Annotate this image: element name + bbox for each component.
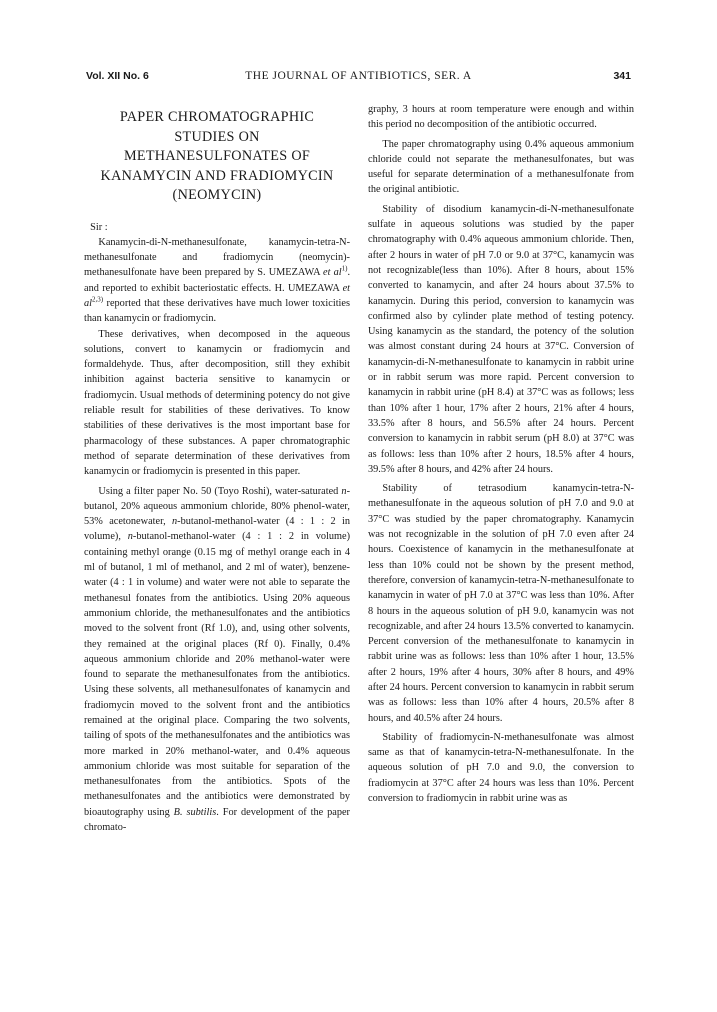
reference-mark: 1)	[341, 264, 348, 273]
title-line: (NEOMYCIN)	[172, 187, 262, 203]
paragraph: Stability of tetrasodium kanamycin-tetra-N-methanesulfonate in the aqueous solution of pH 7.0 and 9.0 at 37°C was studied by the paper chromatography. Kanamycin was not recognizable in the solution of pH 7.0 even after 24 hours. Coexistence of kanamycin in the methanesulfonate at less than 10% could not be shown by the present method, therefore, conversion of kanamycin-tetra-N-methanesulfonate to kanamycin in water of pH 7.0 at 37°C was less than 10%. After 8 hours in the aqueous solution of pH 9.0, kanamycin was not recognizable, and after 24 hours 13.5% converted to kanamycin. Percent conversion of the methanesulfonate to kanamycin in rabbit urine was as follows: less than 10% after 1 hour, 13.5% after 2 hours, 19% after 4 hours, 30% after 8 hours, and 49% after 24 hours. Percent conversion to kanamycin in rabbit serum was as follows: less than 10% after 4 hours, 20.5% after 8 hours, and 40.5% after 24 hours.	[368, 483, 634, 724]
journal-name: THE JOURNAL OF ANTIBIOTICS, SER. A	[245, 70, 472, 82]
left-column	[84, 102, 350, 835]
right-column	[368, 102, 634, 806]
running-header	[86, 70, 631, 88]
volume-number: Vol. XII No. 6	[86, 70, 149, 82]
paragraph: Kanamycin-di-N-methanesulfonate, kanamycin-tetra-N-methanesulfonate and fradiomycin (neomycin)-methanesulfonate have been prepared by S. UMEZAWA et $al^{1)}$. and reported to exhibit bacteriostatic effects. H. UMEZAWA et al$^{2,3)}$ reported that these derivatives have much lower toxicities than kanamycin or fradiomycin.	[84, 236, 351, 325]
paragraph: These derivatives, when decomposed in the aqueous solutions, convert to kanamycin or fradiomycin and formaldehyde. Thus, after decomposition, still they exhibit inhibition against bacteria sensitive to kanamycin or fradiomycin. Usual methods of determining potency do not give reliable result for stabilities of these derivatives. To know stabilities of these derivatives is the most important base for pharmacology of these substances. A paper chromatographic method of separate determination of these derivatives from kanamycin or fradiomycin is presented in this paper.	[84, 328, 350, 478]
paragraph: Using a filter paper No. 50 (Toyo Roshi), water-saturated n-butanol, 20% aqueous ammonium chloride, 80% phenol-water, 53% acetonewater, n-butanol-methanol-water (4 : 1 : 2 in volume), n-butanol-methanol-water (4 : 1 : 2 in volume) containing methyl orange (0.15 mg of methyl orange each in 4 ml of butanol, 1 ml of methanol, and 2 ml of water), benzene-water (4 : 1 in volume) and water were not able to separate the methanesul fonates from the antibiotics. Using 20% aqueous ammonium chloride, the methanesulfonates and the antibiotics moved to the solvent front (Rf 1.0), and, using other solvents, they remained at the original places (Rf 0). Finally, 0.4% aqueous ammonium chloride and 20% methanol-water were found to separate the methanesulfonates from the antibiotics. Using these solvents, all methanesulfonates of kanamycin and fradiomycin moved to the solvent front and the antibiotics remained at the original place. Comparing the two solvents, tailing of spots of the methanesulfonates and the antibiotics was more marked in 20% methanol-water, and 0.4% aqueous ammonium chloride was most suitable for separation of the methanesulfonates from the antibiotics. Spots of the methanesulfonates and the antibiotics were demonstrated by bioautography using B. subtilis. For development of the paper chromato-	[84, 485, 351, 834]
title-line: PAPER CHROMATOGRAPHIC	[119, 109, 315, 125]
title-line: METHANESULFONATES OF	[123, 148, 311, 164]
reference-mark: 2,3)	[92, 295, 104, 304]
paragraph: Stability of fradiomycin-N-methanesulfonate was almost same as that of kanamycin-tetra-N-methanesulfonate. In the aqueous solution of pH 7.0 and 9.0, the conversion to fradiomycin at 37°C after 24 hours was less than 10%. Percent conversion to fradiomycin in rabbit urine was as	[368, 731, 634, 805]
salutation: Sir :	[90, 221, 108, 233]
paragraph: Stability of disodium kanamycin-di-N-methanesulfonate sulfate in aqueous solutions was studied by the paper chromatography with 0.4% aqueous ammonium chloride. Then, after 2 hours in water of pH 7.0 or 9.0 at 37°C, kanamycin was not recognizable(less than 10%). After 8 hours, about 15% converted to kanamycin, and after 24 hours about 37.5% to kanamycin. During this period, conversion to kanamycin was confirmed also by cylinder plate method of testing potency. Using kanamycin as the standard, the potency of the solution was almost constant during 24 hours at 37°C. Conversion of kanamycin-di-N-methanesulfonate to kanamycin in rabbit urine or in rabbit serum was more rapid. Percent conversion to kanamycin in rabbit urine (pH 8.4) at 37°C was as follows; less than 10% after 1 hour, 17% after 2 hours, 21% after 4 hours, 33.5% after 8 hours, and 56.5% after 24 hours. Percent conversion to kanamycin in rabbit serum (pH 8.0) at 37°C was as follows: less than 10% after 2 hours, 18.5% after 4 hours, 39.5% after 8 hours, and 42% after 24 hours.	[368, 203, 634, 475]
species-name: B. subtilis	[173, 806, 217, 818]
article-title	[84, 108, 350, 206]
title-line: STUDIES ON	[174, 128, 260, 145]
page-number: 341	[613, 70, 631, 82]
title-line: KANAMYCIN AND FRADIOMYCIN	[100, 167, 334, 184]
paragraph: graphy, 3 hours at room temperature were enough and within this period no decomposition of the antibiotic occurred.	[368, 104, 634, 131]
paragraph: The paper chromatography using 0.4% aqueous ammonium chloride could not separate the methanesulfonates, but was useful for separate determination of a methanesulfonate from the original antibiotic.	[368, 138, 634, 196]
